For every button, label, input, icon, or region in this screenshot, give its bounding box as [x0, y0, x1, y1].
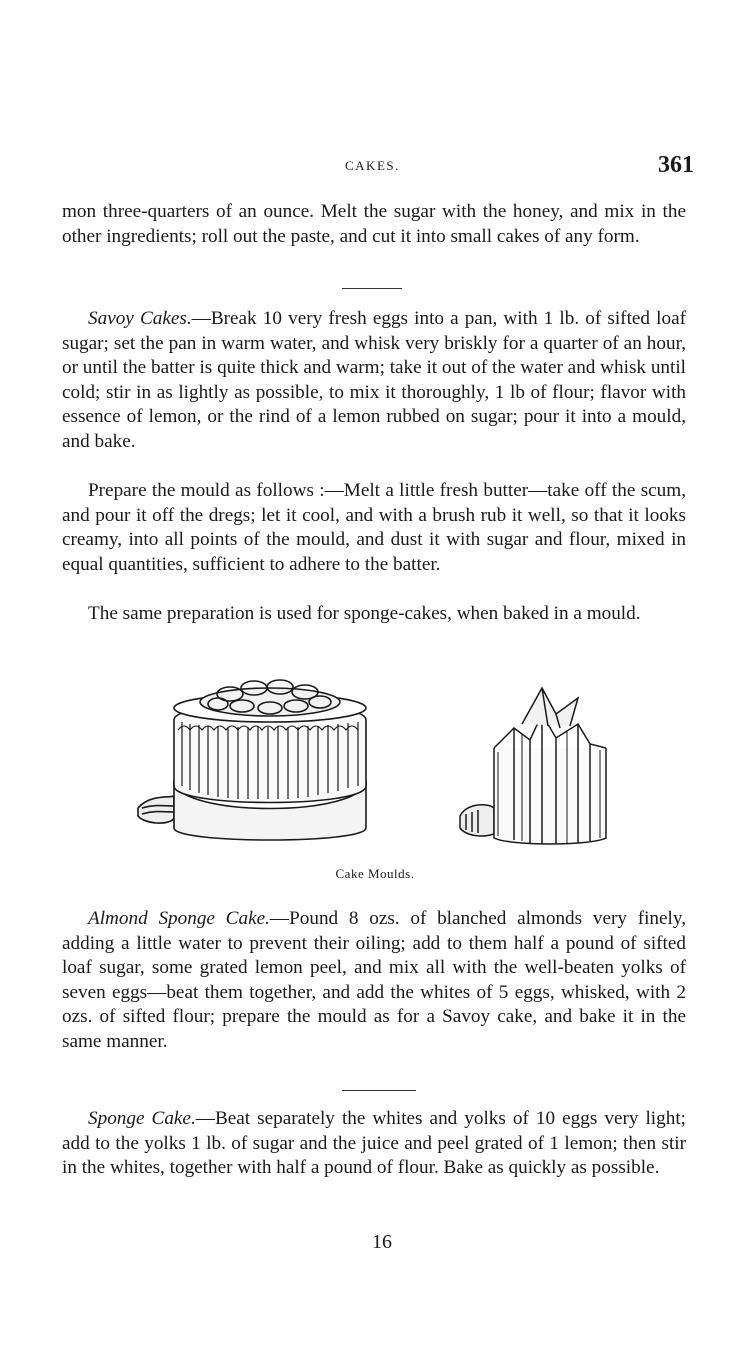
continuation-paragraph: mon three-quarters of an ounce. Melt the sugar with the honey, and mix in the other ingredients; roll out the paste, and cut it into small cakes of any form.: [62, 201, 686, 247]
signature-mark: 16: [372, 1231, 392, 1253]
star-pillar-mould: [460, 688, 606, 844]
almond-sponge-cake-body: —Pound 8 ozs. of blanched almonds very finely, adding a little water to prevent their oiling; add to them half a pound of sifted loaf sugar, some grated lemon peel, and mix all with the well-beaten yolks of seven eggs—beat them together, and add the whites of 5 eggs, whisked, with 2 ozs. of sifted flour; prepare the mould as for a Savoy cake, and bake it in the same manner.: [62, 908, 687, 1052]
sponge-cake-title: Sponge Cake.: [88, 1108, 196, 1129]
cake-moulds-engraving: [130, 668, 620, 858]
savoy-cakes-paragraph: [62, 307, 686, 455]
section-rule: [342, 288, 402, 289]
page-number: 361: [658, 152, 694, 178]
section-rule: [342, 1090, 416, 1091]
savoy-cakes-title: Savoy Cakes.: [88, 308, 192, 329]
almond-sponge-cake-title: Almond Sponge Cake.: [88, 908, 270, 929]
sponge-cake-paragraph: [62, 1107, 686, 1181]
mould-preparation-paragraph: Prepare the mould as follows :—Melt a little fresh butter—take off the scum, and pour it off the dregs; let it cool, and with a brush rub it well, so that it looks creamy, into all points of the mould, and dust it with sugar and flour, mixed in equal quantities, sufficient to adhere to the batter.: [62, 480, 686, 575]
sponge-cake-body: —Beat separately the whites and yolks of 10 eggs very light; add to the yolks 1 lb. of sugar and the juice and peel grated of 1 lemon; then stir in the whites, together with half a pound of flour. Bake as quickly as possible.: [62, 1108, 686, 1179]
savoy-cakes-body: —Break 10 very fresh eggs into a pan, with 1 lb. of sifted loaf sugar; set the pan in warm water, and whisk very briskly for a quarter of an hour, or until the batter is quite thick and warm; take it out of the water and whisk until cold; stir in as lightly as possible, to mix it thoroughly, 1 lb of flour; flavor with essence of lemon, or the rind of a lemon rubbed on sugar; pour it into a mould, and bake.: [62, 308, 686, 452]
round-fluted-mould: [138, 680, 366, 840]
figure-caption: Cake Moulds.: [335, 866, 415, 881]
sponge-note-paragraph: The same preparation is used for sponge-cakes, when baked in a mould.: [88, 603, 641, 624]
running-head-title: CAKES.: [345, 158, 400, 173]
almond-sponge-cake-paragraph: [62, 907, 686, 1055]
running-head: [0, 152, 750, 182]
cake-moulds-illustration: [130, 668, 620, 858]
